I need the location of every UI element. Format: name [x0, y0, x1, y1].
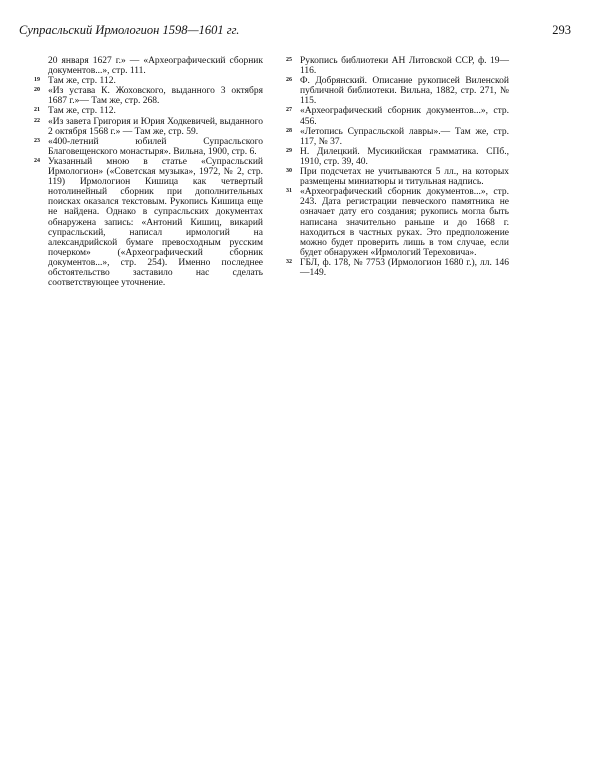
footnote-text: «Археографический сборник документов...», стр. 243. Дата регистрации певческого памятника не означает дату его создания; рукопись могла быть написана значительно раньше и до 1668 г. находиться в частных руках. Это предположение можно будет проверить лишь в том случае, если будет обнаружен «Ирмологий Тереховича». [300, 187, 509, 258]
footnote-21 [34, 106, 263, 116]
page-header [19, 23, 571, 41]
footnote-number: 27 [286, 107, 292, 114]
footnote-number: 23 [34, 137, 40, 144]
footnote-number: 31 [286, 188, 292, 195]
footnote-26 [286, 76, 509, 106]
footnote-19 [34, 76, 263, 86]
footnote-text: «Археографический сборник документов...», стр. 456. [300, 106, 509, 127]
footnote-text: При подсчетах не учитываются 5 лл., на которых размещены миниатюры и титульная надпись. [300, 167, 509, 188]
footnote-text: ГБЛ, ф. 178, № 7753 (Ирмологион 1680 г.), лл. 146—149. [300, 257, 509, 278]
footnotes-right-column [286, 56, 509, 278]
footnote-number: 22 [34, 117, 40, 124]
footnote-text: 20 января 1627 г.» — «Археографический сборник документов...», стр. 111. [48, 56, 263, 77]
footnote-text: «400-летний юбилей Супрасльского Благовещенского монастыря». Вильна, 1900, стр. 6. [48, 136, 263, 157]
footnote-29 [286, 147, 509, 167]
footnote-24 [34, 157, 263, 288]
footnote-32 [286, 258, 509, 278]
footnote-number: 28 [286, 127, 292, 134]
footnote-25 [286, 56, 509, 76]
footnote-28 [286, 127, 509, 147]
footnote-22 [34, 117, 263, 137]
footnotes-left-column [34, 56, 263, 288]
footnote-number: 24 [34, 157, 40, 164]
footnote-number: 20 [34, 87, 40, 94]
footnote-text: «Летопись Супрасльской лавры».— Там же, стр. 117, № 37. [300, 126, 509, 147]
footnote-text: «Из устава К. Жоховского, выданного 3 октября 1687 г.»— Там же, стр. 268. [48, 86, 263, 107]
footnote-text: Н. Дилецкий. Мусикийская грамматика. СПб., 1910, стр. 39, 40. [300, 146, 509, 167]
footnote-text: Рукопись библиотеки АН Литовской ССР, ф. 19—116. [300, 56, 509, 77]
footnote-23 [34, 137, 263, 157]
footnote-text: Ф. Добрянский. Описание рукописей Виленской публичной библиотеки. Вильна, 1882, стр. 271, № 115. [300, 76, 509, 107]
running-title: Супрасльский Ирмологион 1598—1601 гг. [19, 23, 240, 37]
page-number: 293 [552, 23, 571, 37]
footnote-number: 29 [286, 147, 292, 154]
footnote-number: 25 [286, 57, 292, 63]
footnote-number: 26 [286, 77, 292, 84]
footnote-27 [286, 106, 509, 126]
footnote-number: 19 [34, 77, 40, 84]
footnote-text: Там же, стр. 112. [48, 106, 116, 117]
footnote-text: «Из завета Григория и Юрия Ходкевичей, выданного 2 октября 1568 г.» — Там же, стр. 59. [48, 116, 263, 137]
footnote-20 [34, 86, 263, 106]
footnote-text: Указанный мною в статье «Супрасльский Ирмологион» («Советская музыка», 1972, № 2, стр. 119) Ирмологион Кишица как четвертый нотолинейный сборник при дополнительных поисках оказался текстовым. Рукопись Кишица еще не найдена. Однако в супрасльских документах обнаружена запись: «Антоний Кишиц, викарий супрасльский, написал ирмологий на александрийской бумаге превосходным русским почерком» («Археографический сборник документов...», стр. 254). Именно последнее обстоятельство заставило нас сделать соответствующее уточнение. [48, 156, 263, 289]
footnote-number: 32 [286, 258, 292, 265]
footnote-number: 30 [286, 168, 292, 175]
footnote-number: 21 [34, 107, 40, 114]
footnote-continuation [34, 56, 263, 76]
footnote-31 [286, 187, 509, 258]
footnote-text: Там же, стр. 112. [48, 76, 116, 87]
footnote-30 [286, 167, 509, 187]
